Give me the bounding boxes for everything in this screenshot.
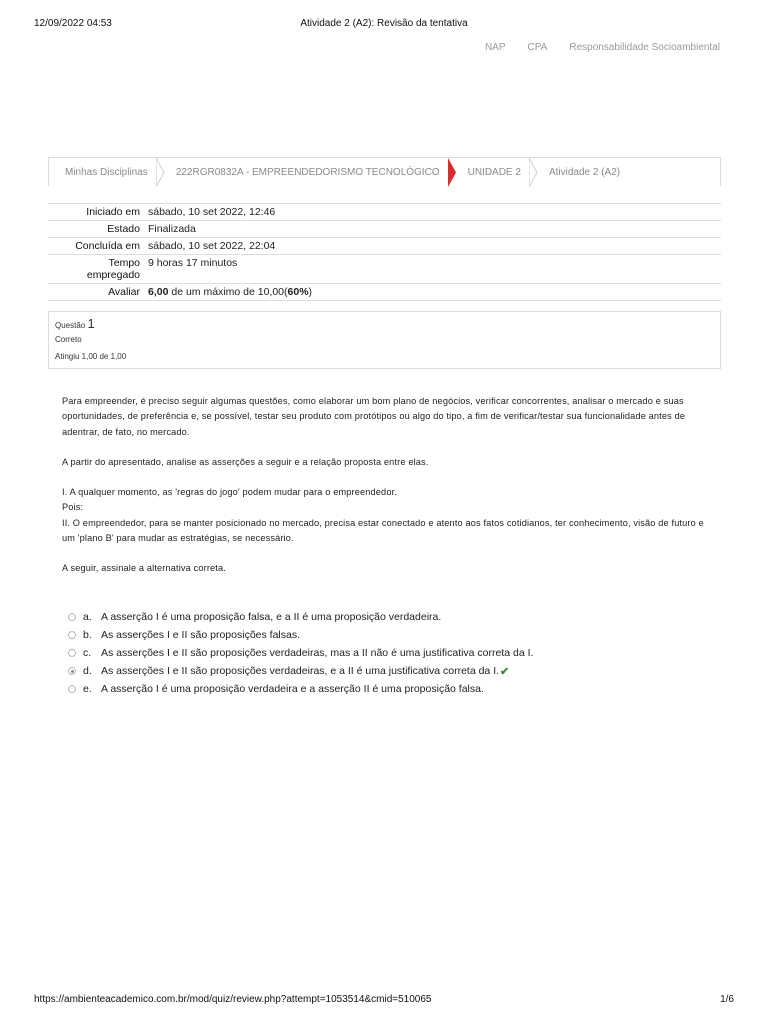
summary-value: sábado, 10 set 2022, 12:46 <box>148 206 276 218</box>
breadcrumb-item-course[interactable]: 222RGR0832A - EMPREENDEDORISMO TECNOLÓGICO <box>175 167 440 178</box>
answer-options <box>68 608 533 698</box>
summary-label: Avaliar <box>108 286 140 298</box>
radio-button[interactable] <box>68 685 76 693</box>
breadcrumb-item-activity[interactable]: Atividade 2 (A2) <box>548 167 621 178</box>
print-date: 12/09/2022 04:53 <box>34 18 112 29</box>
answer-option-b[interactable] <box>68 626 533 644</box>
summary-value <box>146 284 314 300</box>
question-paragraph: A partir do apresentado, analise as asserções a seguir e a relação proposta entre elas. <box>62 456 429 467</box>
question-paragraph: II. O empreendedor, para se manter posicionado no mercado, precisa estar conectado e atento aos fatos cotidianos, ter conhecimento, visão de futuro e um 'plano B' para mudar as estratégias, se necessário. <box>62 517 704 544</box>
summary-label-line: empregado <box>86 269 140 281</box>
question-number-value: 1 <box>87 316 95 331</box>
answer-letter: b. <box>83 629 92 641</box>
top-navigation <box>485 42 720 53</box>
answer-text: A asserção I é uma proposição verdadeira e a asserção II é uma proposição falsa. <box>101 683 484 695</box>
question-info-box <box>48 311 721 369</box>
question-label: Questão <box>55 321 86 330</box>
answer-text: As asserções I e II são proposições falsas. <box>101 629 301 641</box>
summary-value: 9 horas 17 minutos <box>148 257 238 269</box>
breadcrumb-item-disciplinas[interactable]: Minhas Disciplinas <box>65 167 148 178</box>
summary-row-started <box>48 203 721 220</box>
answer-option-a[interactable] <box>68 608 533 626</box>
nav-link-responsabilidade[interactable]: Responsabilidade Socioambiental <box>569 42 720 53</box>
grade-max: de um máximo de 10,00( <box>171 286 288 298</box>
answer-option-d[interactable] <box>68 662 533 680</box>
summary-value: Finalizada <box>148 223 196 235</box>
correct-check-icon: ✔ <box>500 665 510 678</box>
question-paragraph: Para empreender, é preciso seguir algumas questões, como elaborar um bom plano de negócios, verificar concorrentes, analisar o mercado e suas oportunidades, de preferência e, se possível, testar seu produto com protótipos ou algo do tipo, a fim de verificar/testar sua funcionalidade antes de adentrar, de fato, no mercado. <box>62 396 686 437</box>
radio-button-selected[interactable] <box>68 667 76 675</box>
question-paragraph: A seguir, assinale a alternativa correta. <box>62 563 226 574</box>
radio-button[interactable] <box>68 649 76 657</box>
answer-text: A asserção I é uma proposição falsa, e a II é uma proposição verdadeira. <box>101 611 442 623</box>
question-paragraph: I. A qualquer momento, as 'regras do jogo' podem mudar para o empreendedor. <box>62 487 397 498</box>
nav-link-cpa[interactable]: CPA <box>527 42 548 53</box>
answer-text: As asserções I e II são proposições verdadeiras, e a II é uma justificativa correta da I. <box>101 665 500 677</box>
answer-letter: c. <box>83 647 92 659</box>
summary-label: Estado <box>107 223 140 235</box>
print-page-number: 1/6 <box>720 994 734 1005</box>
answer-text: As asserções I e II são proposições verdadeiras, mas a II não é uma justificativa correta da I. <box>101 647 534 659</box>
radio-button[interactable] <box>68 631 76 639</box>
question-grade: Atingiu 1,00 de 1,00 <box>55 352 127 361</box>
print-url: https://ambienteacademico.com.br/mod/quiz/review.php?attempt=1053514&cmid=510065 <box>34 994 432 1005</box>
answer-option-e[interactable] <box>68 680 533 698</box>
answer-letter: a. <box>83 611 92 623</box>
summary-label-line: Tempo <box>108 257 140 269</box>
breadcrumb-separator-icon <box>529 158 539 187</box>
question-number <box>55 316 95 331</box>
grade-percent: 60% <box>287 286 309 298</box>
grade-score: 6,00 <box>148 286 169 298</box>
summary-label: Iniciado em <box>86 206 140 218</box>
summary-row-completed <box>48 237 721 254</box>
summary-row-grade <box>48 283 721 301</box>
breadcrumb-separator-icon <box>156 158 166 187</box>
breadcrumb-item-unit[interactable]: UNIDADE 2 <box>467 167 521 178</box>
question-paragraph: Pois: <box>62 502 84 513</box>
print-title: Atividade 2 (A2): Revisão da tentativa <box>300 18 468 29</box>
grade-close: ) <box>308 286 313 298</box>
question-state: Correto <box>55 335 82 344</box>
attempt-summary-table <box>48 203 721 301</box>
question-text <box>62 394 714 577</box>
summary-row-time <box>48 254 721 283</box>
answer-option-c[interactable] <box>68 644 533 662</box>
answer-letter: d. <box>83 665 92 677</box>
nav-link-nap[interactable]: NAP <box>484 42 506 53</box>
breadcrumb <box>48 157 721 186</box>
breadcrumb-separator-icon <box>448 158 458 187</box>
radio-button[interactable] <box>68 613 76 621</box>
summary-value: sábado, 10 set 2022, 22:04 <box>148 240 276 252</box>
summary-label <box>48 255 146 283</box>
summary-label: Concluída em <box>75 240 140 252</box>
summary-row-state <box>48 220 721 237</box>
answer-letter: e. <box>83 683 92 695</box>
